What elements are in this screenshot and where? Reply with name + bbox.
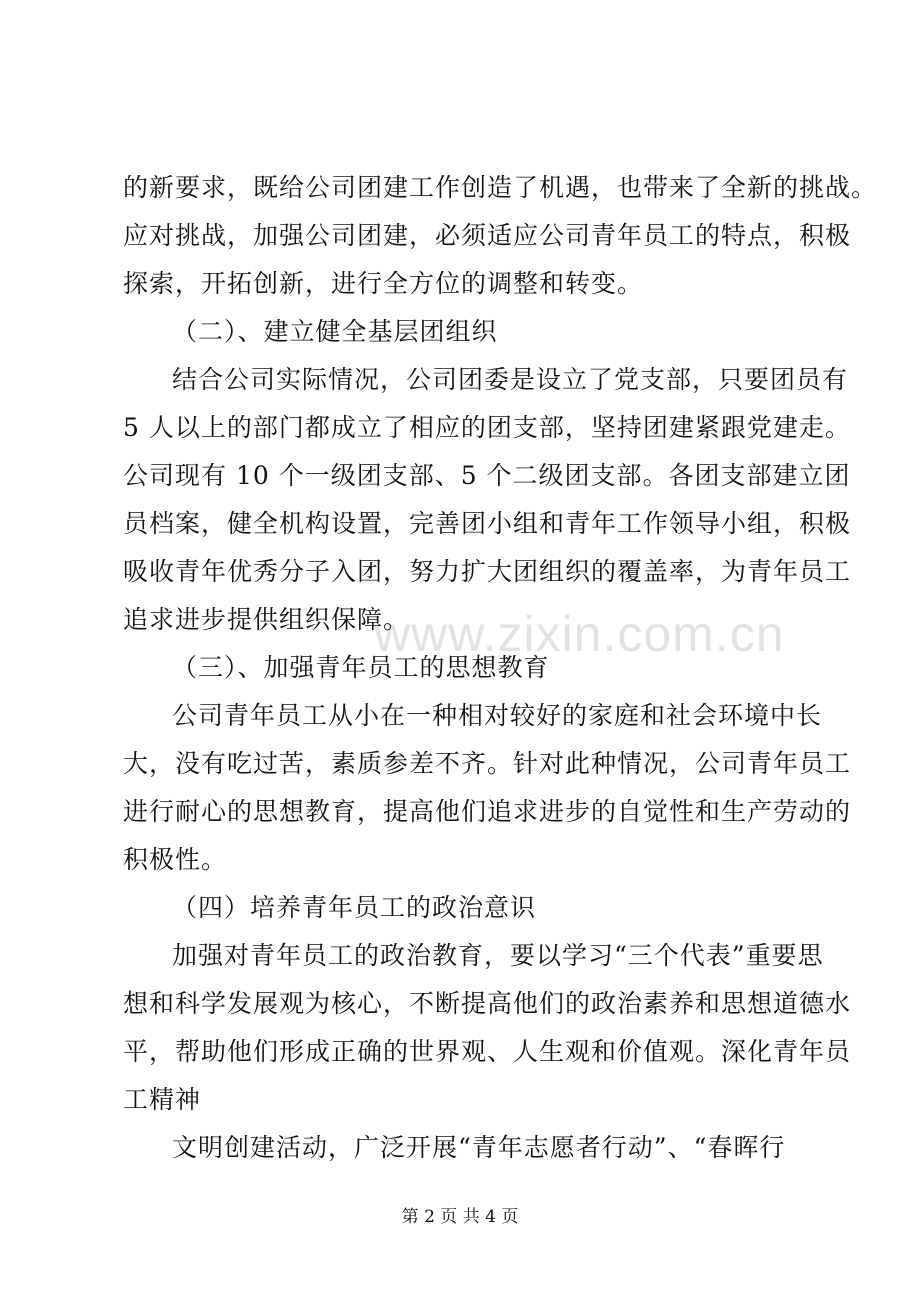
body-line-20: 工精神 bbox=[123, 1085, 202, 1114]
body-line-17: 加强对青年员工的政治教育，要以学习“三个代表”重要思 bbox=[172, 941, 824, 970]
body-line-7: 公司现有 10 个一级团支部、5 个二级团支部。各团支部建立团 bbox=[123, 461, 851, 490]
body-line-14: 进行耐心的思想教育，提高他们追求进步的自觉性和生产劳动的 bbox=[123, 797, 852, 826]
body-line-18: 想和科学发展观为核心，不断提高他们的政治素养和思想道德水 bbox=[123, 989, 852, 1018]
section-heading-2: （二）、建立健全基层团组织 bbox=[172, 317, 498, 346]
body-line-6: 5 人以上的部门都成立了相应的团支部，坚持团建紧跟党建走。 bbox=[123, 413, 851, 442]
section-heading-3: （三）、加强青年员工的思想教育 bbox=[172, 653, 550, 682]
body-line-15: 积极性。 bbox=[123, 845, 228, 874]
section-heading-4: （四）培养青年员工的政治意识 bbox=[172, 893, 537, 922]
watermark: www.zixin.com.cn bbox=[374, 606, 785, 662]
body-line-12: 公司青年员工从小在一种相对较好的家庭和社会环境中长 bbox=[172, 701, 823, 730]
body-line-3: 探索，开拓创新，进行全方位的调整和转变。 bbox=[123, 269, 644, 298]
body-line-19: 平，帮助他们形成正确的世界观、人生观和价值观。深化青年员 bbox=[123, 1037, 852, 1066]
body-line-21: 文明创建活动，广泛开展“青年志愿者行动”、“春晖行 bbox=[172, 1133, 786, 1162]
body-line-9: 吸收青年优秀分子入团，努力扩大团组织的覆盖率，为青年员工 bbox=[123, 557, 852, 586]
body-line-8: 员档案，健全机构设置，完善团小组和青年工作领导小组，积极 bbox=[123, 509, 852, 538]
body-line-5: 结合公司实际情况，公司团委是设立了党支部，只要团员有 bbox=[172, 365, 849, 394]
body-line-2: 应对挑战，加强公司团建，必须适应公司青年员工的特点，积极 bbox=[123, 221, 852, 250]
body-line-10: 追求进步提供组织保障。 bbox=[123, 605, 410, 634]
page-number-footer: 第 2 页 共 4 页 bbox=[401, 1207, 519, 1227]
body-line-13: 大，没有吃过苦，素质参差不齐。针对此种情况，公司青年员工 bbox=[123, 749, 852, 778]
body-line-1: 的新要求，既给公司团建工作创造了机遇，也带来了全新的挑战。 bbox=[123, 173, 878, 202]
